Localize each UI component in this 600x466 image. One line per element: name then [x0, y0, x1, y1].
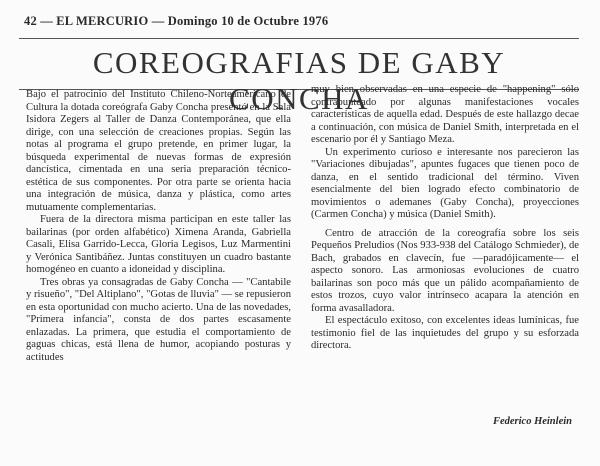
paragraph-intro: Bajo el patrocinio del Instituto Chileno-Norteamericano de Cultura la dotada coreógrafa Gaby Concha presentó en la Sala Isidora Zegers al Taller de Danza Contemporánea, que ella dirige, con una selección de creaciones propias. Según las notas al programa el grupo pretende, en primer lugar, la búsqueda experimental de nuevas formas de expresión dancística, cimentada en una seria preparación técnico-estética de sus componentes. Por otra parte se orienta hacia una integración de música, danza y plástica, como artes mutuamente complementarias.: [26, 89, 291, 213]
paragraph-preludios: Centro de atracción de la coreografía sobre los seis Pequeños Preludios (Nos 933-938 del Catálogo Schmieder), de Bach, grabados en clavecín, fue —paradójicamente— el aspecto sonoro. Las armoniosas evoluciones de cuatro bailarinas son poco más que un pálido acompañamiento de estos trozos, cuyo valor intrínseco acapara la atención en forma avasalladora.: [311, 227, 579, 314]
left-column: [26, 89, 291, 364]
paragraph-closing: El espectáculo exitoso, con excelentes ideas lumínicas, fue testimonio fiel de las inquietudes del grupo y su esforzada directora.: [311, 315, 579, 351]
paragraph-works: Tres obras ya consagradas de Gaby Concha — "Cantabile y risueño", "Del Altiplano", "Gotas de lluvia" — se repusieron en esta oportunidad con mucho acierto. Una de las novedades, "Primera infancia", consta de dos partes escasamente enlazadas. La primera, que estudia el comportamiento de gaguas chicas, está llena de humor, acopiando posturas y actitudes: [26, 276, 291, 363]
paragraph-dancers: Fuera de la directora misma participan en este taller las bailarinas (por orden alfabético) Ximena Aranda, Gabriella Casali, Elisa Garrido-Lecca, Gloria Legisos, Luz Marmentini y Verónica Santibáñez. Juntas constituyen un cuadro bastante homogéneo en cuanto a idoneidad y disciplina.: [26, 214, 291, 275]
newspaper-header: 42 — EL MERCURIO — Domingo 10 de Octubre 1976: [24, 14, 329, 28]
right-column: [311, 84, 579, 353]
paragraph-happening: muy bien observadas en una especie de "happening" sólo contrapunteado por algunas manifestaciones vocales características de aquella edad. Después de este hallazgo decae a continuación, con música de Daniel Smith, interpretada en el escenario por él y Santiago Meza.: [311, 84, 579, 145]
byline: Federico Heinlein: [492, 416, 572, 427]
paragraph-variaciones: Un experimento curioso e interesante nos parecieron las "Variaciones dibujadas", apuntes fugaces que tienen poco de danza, en el sentido tradicional del término. Viven esencialmente del bien logrado efecto combinatorio de movimientos o ademanes (Gaby Concha), proyecciones (Carmen Concha) y música (Daniel Smith).: [311, 146, 579, 220]
article-title: COREOGRAFIAS DE GABY CONCHA: [92, 45, 506, 116]
